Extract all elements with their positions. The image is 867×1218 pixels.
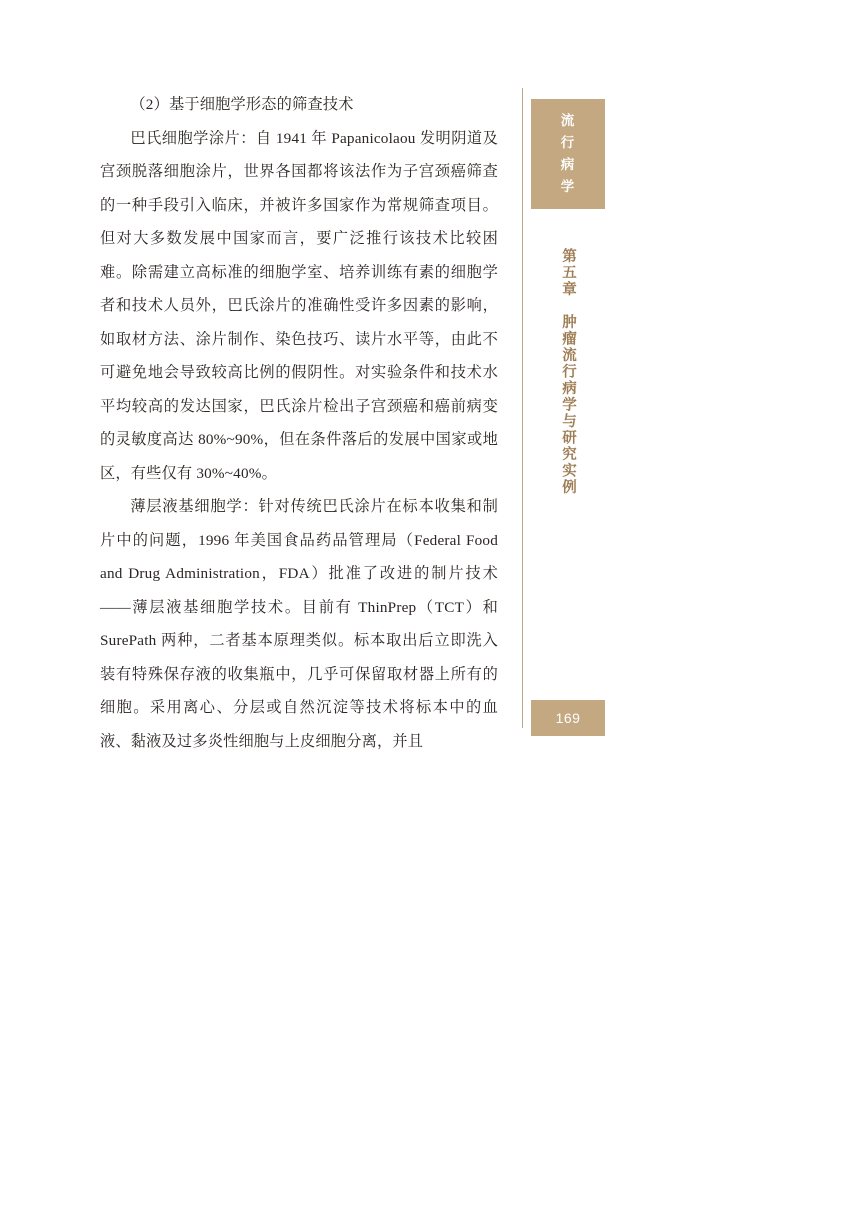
side-band-subject — [531, 99, 605, 209]
side-band-char-2: 行 — [560, 135, 576, 150]
paragraph-liquid-based-cytology: 薄层液基细胞学：针对传统巴氏涂片在标本收集和制片中的问题，1996 年美国食品药品管理局（Federal Food and Drug Administration，FDA）批准了改进的制片技术——薄层液基细胞学技术。目前有 ThinPrep（TCT）和 SurePath 两种，二者基本原理类似。标本取出后立即洗入装有特殊保存液的收集瓶中，几乎可保留取材器上所有的细胞。采用离心、分层或自然沉淀等技术将标本中的血液、黏液及过多炎性细胞与上皮细胞分离，并且 — [100, 498, 498, 750]
paragraph-pap-smear: 巴氏细胞学涂片：自 1941 年 Papanicolaou 发明阴道及宫颈脱落细胞涂片，世界各国都将该法作为子宫颈癌筛查的一种手段引入临床，并被许多国家作为常规筛查项目。但对大多数发展中国家而言，要广泛推行该技术比较困难。除需建立高标准的细胞学室、培养训练有素的细胞学者和技术人员外，巴氏涂片的准确性受许多因素的影响，如取材方法、涂片制作、染色技巧、读片水平等，由此不可避免地会导致较高比例的假阴性。对实验条件和技术水平均较高的发达国家，巴氏涂片检出子宫颈癌和癌前病变的灵敏度高达 80%~90%，但在条件落后的发展中国家或地区，有些仅有 30%~40%。 — [100, 129, 498, 482]
side-chapter-title-text: 第五章 肿瘤流行病学与研究实例 — [560, 248, 576, 496]
side-band-char-3: 病 — [560, 157, 576, 172]
page-number — [531, 700, 605, 736]
text-column — [100, 88, 498, 758]
side-band-char-1: 流 — [560, 113, 576, 128]
section-heading: （2）基于细胞学形态的筛查技术 — [130, 96, 354, 113]
vertical-divider-rule — [522, 88, 523, 728]
side-band-char-4: 学 — [560, 179, 576, 194]
side-chapter-title — [531, 232, 605, 512]
page-number-value: 169 — [555, 710, 581, 726]
side-band-label — [531, 99, 605, 209]
